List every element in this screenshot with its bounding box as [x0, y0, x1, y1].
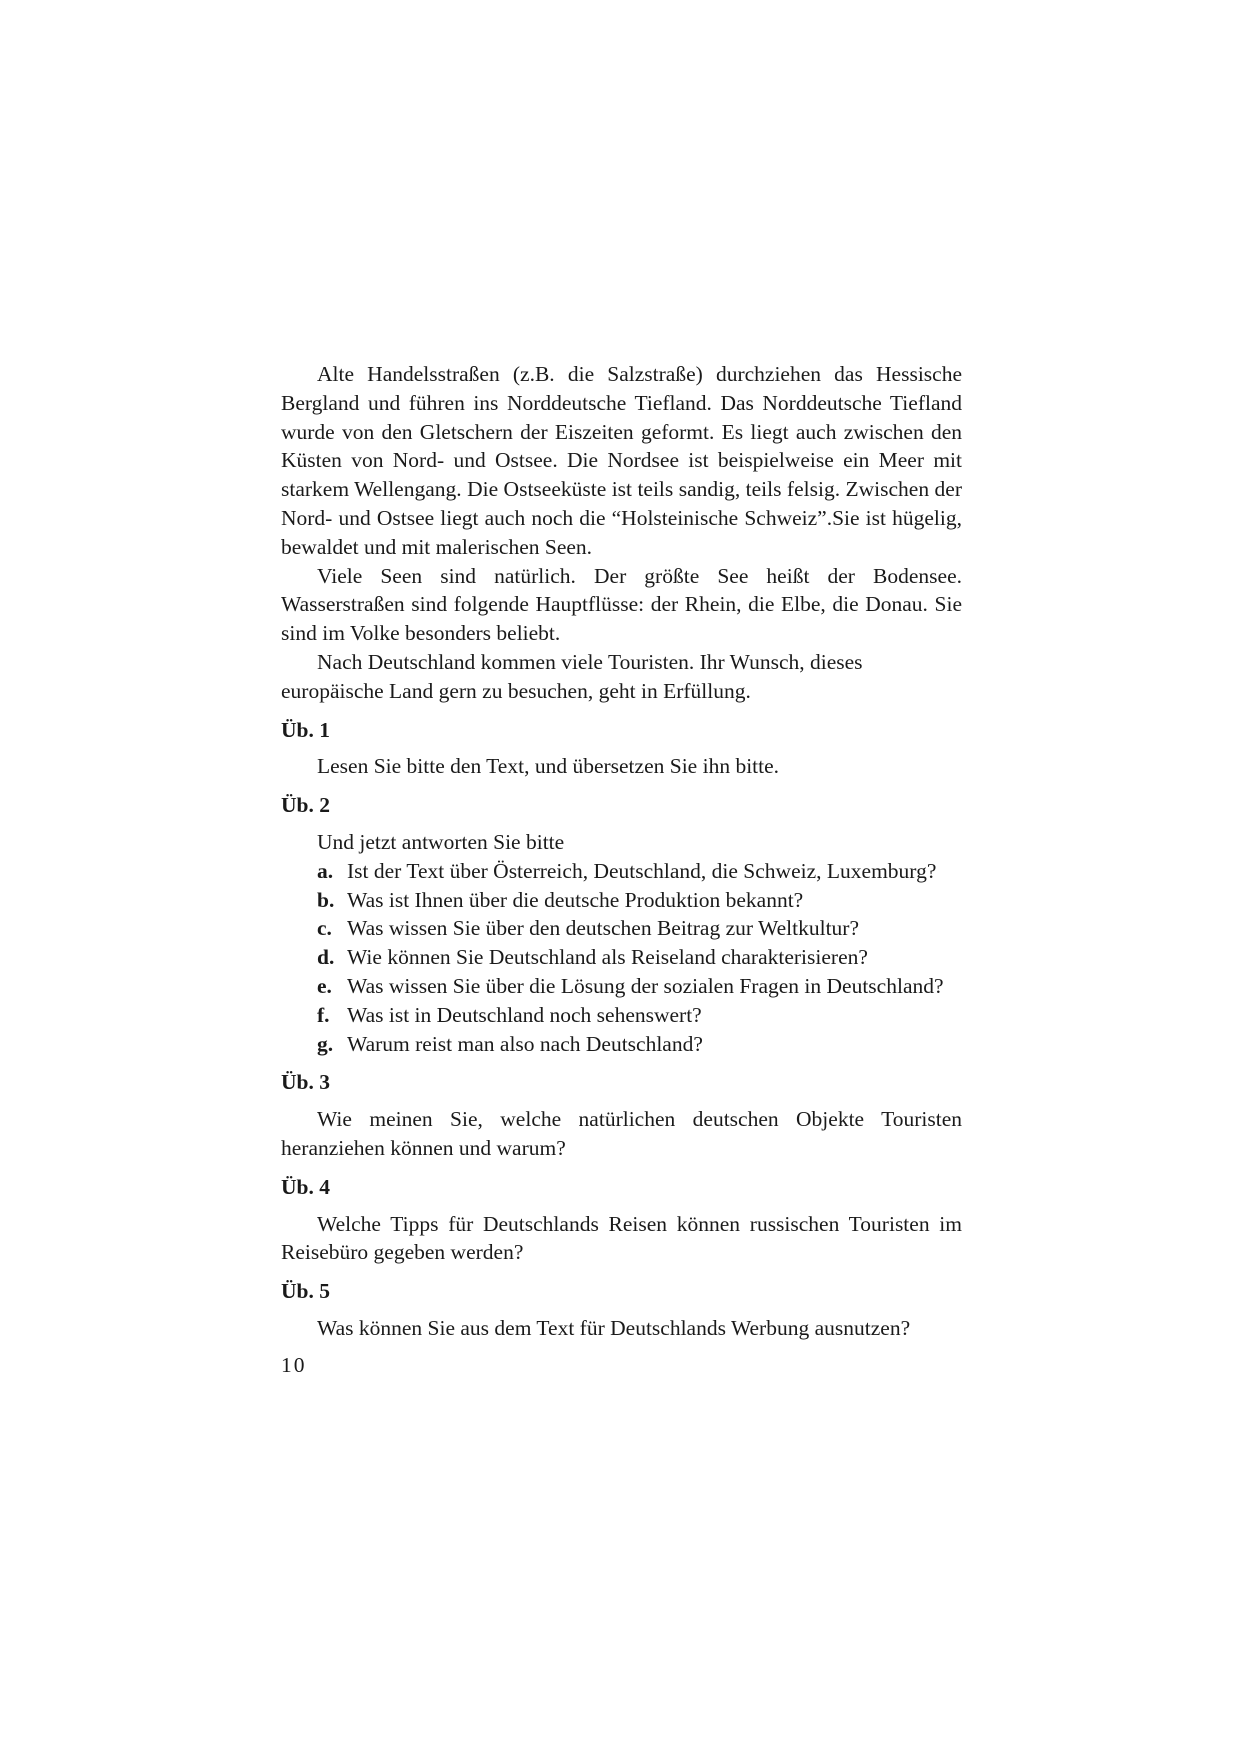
question-letter: g. — [317, 1031, 334, 1056]
question-list — [317, 857, 962, 1059]
exercise-5 — [281, 1277, 962, 1343]
question-letter: b. — [317, 887, 335, 912]
exercise-1-heading: Üb. 1 — [281, 717, 330, 742]
exercise-3-text: Wie meinen Sie, welche natürlichen deutschen Objekte Touristen heranziehen können und warum? — [281, 1107, 962, 1160]
exercise-4 — [281, 1173, 962, 1267]
body-paragraph-1: Alte Handelsstraßen (z.B. die Salzstraße) durchziehen das Hessische Bergland und führen ins Norddeutsche Tiefland. Das Norddeutsche Tiefland wurde von den Gletschern der Eiszeiten geformt. Es liegt auch zwischen den Küsten von Nord- und Ostsee. Die Nordsee ist beispielweise ein Meer mit starkem Wellengang. Die Ostseeküste ist teils sandig, teils felsig. Zwischen der Nord- und Ostsee liegt auch noch die “Holsteinische Schweiz”.Sie ist hügelig, bewaldet und mit malerischen Seen. — [281, 362, 962, 559]
page-content — [281, 360, 962, 1380]
question-item-e — [317, 972, 962, 1001]
exercise-4-heading: Üb. 4 — [281, 1174, 330, 1199]
exercise-1 — [281, 716, 962, 782]
question-letter: d. — [317, 945, 335, 970]
question-text: Warum reist man also nach Deutschland? — [347, 1031, 703, 1056]
question-text: Was wissen Sie über den deutschen Beitrag zur Weltkultur? — [347, 916, 860, 941]
exercise-5-text: Was können Sie aus dem Text für Deutschlands Werbung ausnutzen? — [317, 1315, 911, 1340]
exercise-1-text: Lesen Sie bitte den Text, und übersetzen Sie ihn bitte. — [317, 754, 780, 779]
question-letter: e. — [317, 973, 332, 998]
question-item-d — [317, 943, 962, 972]
question-text: Was ist Ihnen über die deutsche Produktion bekannt? — [347, 887, 804, 912]
question-item-g — [317, 1030, 962, 1059]
page-number: 10 — [281, 1352, 307, 1377]
question-text: Was ist in Deutschland noch sehenswert? — [347, 1002, 702, 1027]
question-letter: c. — [317, 916, 332, 941]
exercise-2-intro: Und jetzt antworten Sie bitte — [317, 829, 565, 854]
question-item-a — [317, 857, 962, 886]
body-paragraph-3: Nach Deutschland kommen viele Touristen. Ihr Wunsch, dieses europäische Land gern zu besuchen, geht in Erfüllung. — [281, 649, 863, 703]
exercise-2 — [281, 791, 962, 1058]
question-item-f — [317, 1001, 962, 1030]
exercise-3 — [281, 1068, 962, 1162]
exercise-4-text: Welche Tipps für Deutschlands Reisen können russischen Touristen im Reisebüro gegeben werden? — [281, 1211, 962, 1265]
exercise-5-heading: Üb. 5 — [281, 1279, 330, 1304]
exercise-3-heading: Üb. 3 — [281, 1070, 330, 1095]
exercise-2-heading: Üb. 2 — [281, 793, 330, 818]
question-letter: f. — [317, 1002, 330, 1027]
question-item-b — [317, 886, 962, 915]
question-text: Was wissen Sie über die Lösung der sozialen Fragen in Deutschland? — [347, 973, 944, 998]
question-item-c — [317, 914, 962, 943]
question-letter: a. — [317, 858, 334, 883]
question-text: Wie können Sie Deutschland als Reiseland charakterisieren? — [347, 945, 868, 970]
body-paragraph-2: Viele Seen sind natürlich. Der größte See heißt der Bodensee. Wasserstraßen sind folgende Hauptflüsse: der Rhein, die Elbe, die Donau. Sie sind im Volke besonders beliebt. — [281, 563, 962, 646]
question-text: Ist der Text über Österreich, Deutschland, die Schweiz, Luxemburg? — [347, 858, 937, 883]
